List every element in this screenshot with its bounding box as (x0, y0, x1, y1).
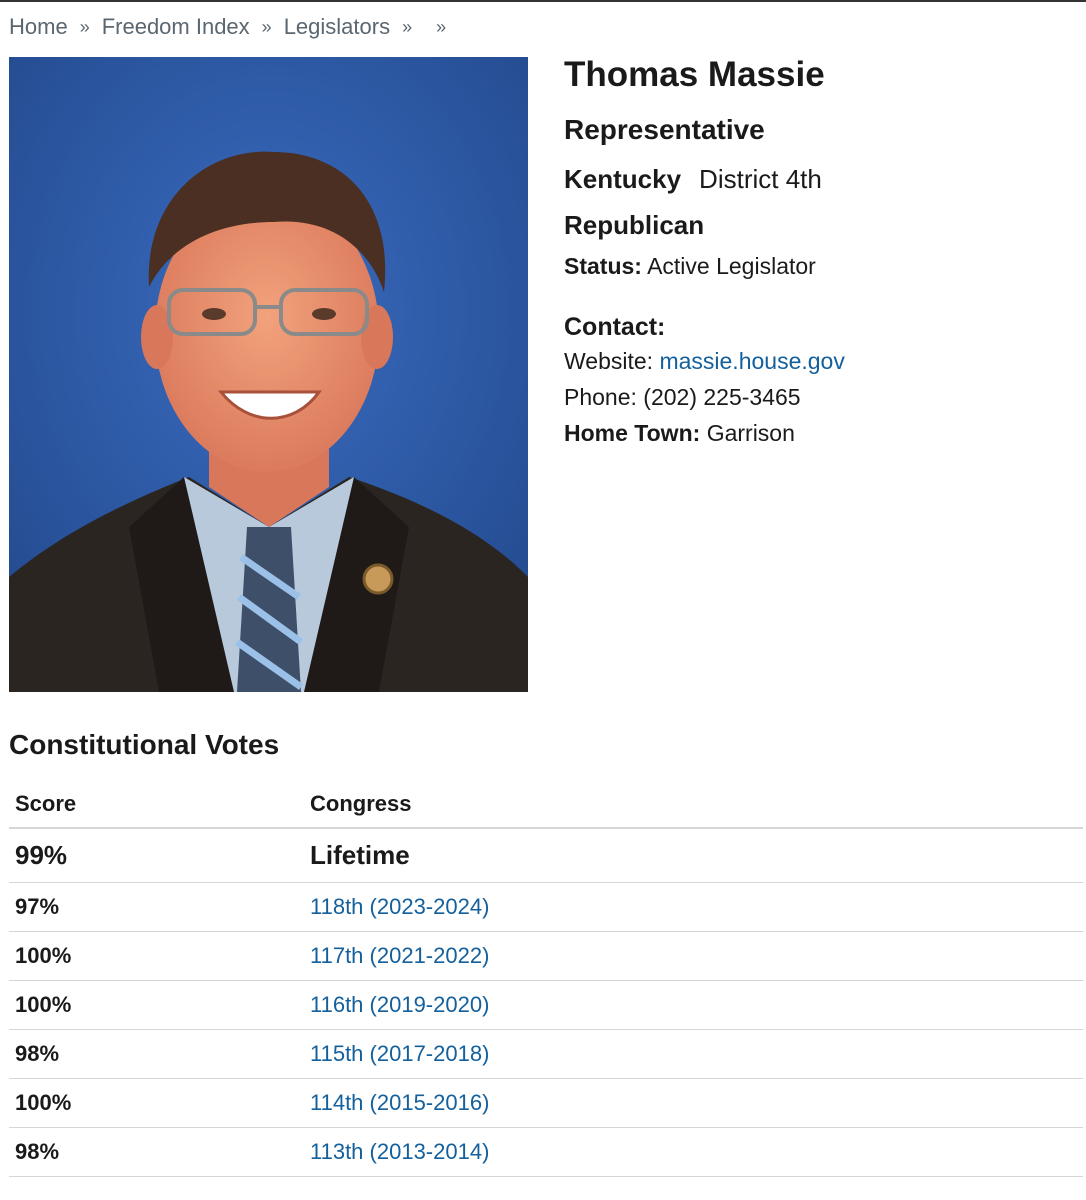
constitutional-votes-heading: Constitutional Votes (9, 729, 280, 760)
district-label: District 4th (699, 164, 822, 194)
website-line (564, 348, 845, 375)
legislator-name: Thomas Massie (564, 55, 825, 94)
row-score: 97% (9, 883, 304, 932)
table-row (9, 932, 1083, 981)
breadcrumb (9, 14, 458, 40)
status-line (564, 253, 816, 280)
row-congress (304, 1128, 1083, 1177)
hometown-line (564, 420, 795, 447)
congress-link[interactable]: 113th (2013-2014) (310, 1139, 490, 1164)
table-row (9, 981, 1083, 1030)
row-congress (304, 932, 1083, 981)
table-row (9, 883, 1083, 932)
breadcrumb-separator: » (79, 17, 90, 37)
congress-link[interactable]: 117th (2021-2022) (310, 943, 490, 968)
phone-value: (202) 225-3465 (643, 384, 801, 410)
table-row (9, 1128, 1083, 1177)
status-value: Active Legislator (647, 253, 816, 279)
contact-heading: Contact: (564, 313, 666, 341)
hometown-label: Home Town: (564, 420, 701, 446)
lifetime-row (9, 828, 1083, 883)
website-label: Website: (564, 348, 654, 374)
row-congress (304, 981, 1083, 1030)
row-score: 100% (9, 932, 304, 981)
breadcrumb-separator: » (402, 17, 413, 37)
table-row (9, 1030, 1083, 1079)
row-congress (304, 1079, 1083, 1128)
party-affiliation: Republican (564, 210, 705, 240)
phone-label: Phone: (564, 384, 637, 410)
lifetime-label: Lifetime (304, 828, 1083, 883)
phone-line (564, 384, 801, 411)
state-district (564, 164, 822, 195)
congress-link[interactable]: 115th (2017-2018) (310, 1041, 490, 1066)
congress-column-header: Congress (304, 780, 1083, 828)
breadcrumb-separator: » (436, 17, 447, 37)
congress-link[interactable]: 118th (2023-2024) (310, 894, 490, 919)
row-score: 98% (9, 1030, 304, 1079)
lifetime-score: 99% (9, 828, 304, 883)
row-congress (304, 883, 1083, 932)
table-header-row (9, 780, 1083, 828)
table-row (9, 1079, 1083, 1128)
votes-table (9, 780, 1083, 1177)
congress-link[interactable]: 116th (2019-2020) (310, 992, 490, 1017)
hometown-value: Garrison (706, 420, 795, 446)
row-score: 100% (9, 1079, 304, 1128)
website-link[interactable]: massie.house.gov (659, 348, 845, 374)
state-name: Kentucky (564, 164, 682, 194)
row-score: 98% (9, 1128, 304, 1177)
top-divider (0, 0, 1086, 2)
legislator-photo (9, 57, 528, 692)
row-score: 100% (9, 981, 304, 1030)
row-congress (304, 1030, 1083, 1079)
portrait-image (9, 57, 528, 692)
status-label: Status: (564, 253, 642, 279)
breadcrumb-home[interactable]: Home (9, 14, 68, 39)
congress-link[interactable]: 114th (2015-2016) (310, 1090, 490, 1115)
score-column-header: Score (9, 780, 304, 828)
legislator-title: Representative (564, 114, 765, 145)
breadcrumb-legislators[interactable]: Legislators (283, 14, 391, 39)
breadcrumb-separator: » (261, 17, 272, 37)
breadcrumb-freedom-index[interactable]: Freedom Index (101, 14, 250, 39)
